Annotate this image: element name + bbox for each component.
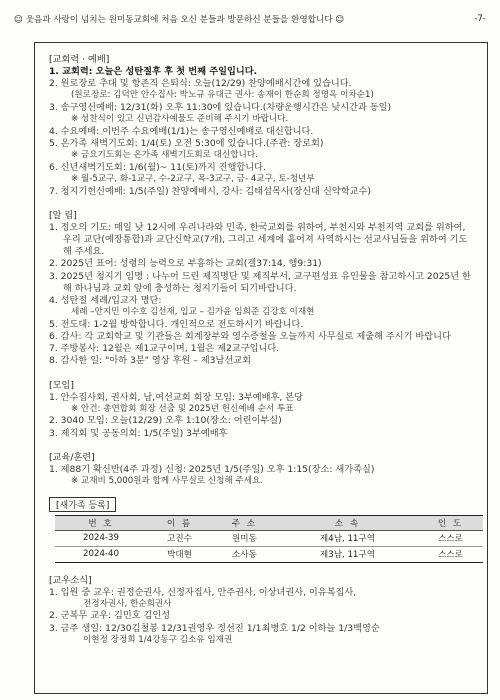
column-header: 번 호 [55, 515, 147, 530]
table-cell: 제4남, 11구역 [277, 530, 418, 546]
table-row [55, 546, 483, 562]
calendar-heading: [교회력 · 예배] [49, 54, 110, 65]
table-cell: 원미동 [212, 530, 277, 546]
members-item: 1. 입원 중 교우: 권정순권사, 신정자집사, 안주권사, 이상녀권사, 이유복집사, [49, 586, 357, 598]
calendar-item: 5. 온가족 새벽기도회: 1/4(토) 오전 5:30에 있습니다.(주관: 장로회) [49, 138, 324, 149]
newcomers-label: [새가족 등록] [49, 497, 116, 512]
calendar-item: 4. 수요예배: 이번주 수요예배(1/1)는 송구영신예배로 대신합니다. [49, 125, 314, 137]
header-banner: ☺ 웃음과 사랑이 넘치는 원미동교회에 처음 오신 분들과 방문하신 분들을 환영합니다 ☺ [14, 15, 345, 25]
table-cell: 스스로 [418, 530, 483, 546]
meeting-item: 1. 안수집사회, 권사회, 남,여선교회 회장 모임: 3부예배후, 본당 [49, 391, 303, 403]
calendar-item: 1. 교회력: 오늘은 성탄절후 후 첫 번째 주일입니다. [49, 66, 258, 77]
page-header [14, 10, 486, 28]
table-cell: 소사동 [212, 546, 277, 562]
calendar-note: ※ 성찬식이 있고 신년감사예물도 준비해 주시기 바랍니다. [71, 114, 289, 125]
notice-item: 3. 2025년 청지기 임명 : 나누어 드린 제직명단 및 제직부서, 교구편성표 유인물을 참고하시고 2025년 한 해 하나님과 교회 앞에 충성하는 청지기들이 되기바랍니다. [49, 270, 471, 294]
members-heading: [교우소식] [49, 574, 92, 586]
notice-item: 4. 성탄절 세례/입교자 명단: [49, 295, 162, 307]
meeting-item: 2. 3040 모임: 오늘(12/29) 오후 1:10(장소: 어린이부실) [49, 415, 282, 427]
notice-item: 6. 감사: 각 교회학교 및 기관들은 회계장부와 영수증철을 오늘까지 사무실로 제출해 주시기 바랍니다 [49, 331, 451, 343]
column-header: 주 소 [212, 515, 277, 530]
members-continued: 이현정 장정희 1/4강동구 김소유 임재권 [83, 634, 233, 645]
column-header: 소 속 [277, 515, 418, 530]
members-item: 2. 군복무 교우: 김민호 김인성 [49, 610, 171, 622]
notice-item: 1. 정오의 기도: 매일 낮 12시에 우리나라와 민족, 한국교회를 위하여, 부천시와 부천지역 교회를 위하여, 우리 교단(예장통합)과 교단신학교(7개), 그리고 세계에 흩어져 사역하시는 선교사님들을 위하여 기도해 주세요. [49, 221, 468, 258]
table-cell: 박대현 [147, 546, 212, 562]
calendar-item: 2. 원로장로 추대 및 항존직 은퇴식: 오늘(12/29) 찬양예배시간에 있습니다. [49, 78, 352, 90]
meeting-item: 3. 제직회 및 공동의회: 1/5(주일) 3부예배후 [49, 427, 228, 439]
notice-item: 2. 2025년 표어: 성령의 능력으로 부흥하는 교회(겔37:14, 행9:31) [49, 258, 322, 270]
notice-subline: 세례 –안지민 이수호 김선재, 입교 – 김가윤 임희준 김강호 이재현 [71, 307, 315, 318]
members-continued: 전정자권사, 한순희권사 [83, 598, 172, 609]
education-note: ※ 교재비 5,000원과 함께 사무실로 신청해 주세요. [71, 476, 264, 487]
table-cell: 제3남, 11구역 [277, 546, 418, 562]
page-number: -7- [474, 14, 486, 24]
column-header: 이 름 [147, 515, 212, 530]
meeting-note: ※ 안건: 총연합회 회장 선출 및 2025년 헌신예배 순서 투표 [71, 403, 294, 414]
calendar-note: ※ 월-5교구, 화-1교구, 수-2교구, 목-3교구, 금- 4교구, 토-청년부 [71, 174, 315, 184]
notice-item: 7. 주방봉사: 12월은 제1교구이며, 1월은 제2교구입니다. [49, 343, 280, 355]
notices-heading: [알 림] [49, 209, 77, 221]
table-row [55, 530, 483, 546]
calendar-item: 3. 송구영신예배: 12/31(화) 오후 11:30에 있습니다.(차량운행시간은 낮시간과 동일) [49, 102, 392, 113]
bulletin-frame [34, 42, 488, 694]
table-header-row [55, 515, 483, 530]
education-item: 1. 제88기 확신반(4주 과정) 신청: 2025년 1/5(주일) 오후 1:15(장소: 새가족실) [49, 463, 375, 475]
calendar-note: ※ 금요기도회는 온가족 새벽기도회로 대신합니다. [71, 150, 258, 161]
notice-item: 8. 감사한 일: "아하 3분" 영상 후원 – 제3남선교회 [49, 355, 251, 367]
table-cell: 2024-39 [55, 530, 147, 546]
notice-item: 5. 전도대: 1-2월 방학합니다. 개인적으로 전도하시기 바랍니다. [49, 318, 304, 330]
column-header: 인 도 [418, 515, 483, 530]
calendar-item: 7. 청지기헌신예배: 1/5(주일) 찬양예배시, 강사: 김태섭목사(장신대 신약학교수) [49, 185, 371, 197]
calendar-item: 6. 신년새벽기도회: 1/6(월)~ 11(토)까지 진행합니다. [49, 161, 266, 173]
newcomers-table [55, 515, 483, 563]
table-cell: 2024-40 [55, 546, 147, 562]
table-cell: 스스로 [418, 546, 483, 562]
meetings-heading: [모임] [49, 379, 74, 391]
table-cell: 고진수 [147, 530, 212, 546]
members-item: 3. 금주 생일: 12/30김철봉 12/31권영우 정선진 1/1최병호 1/2 이하늘 1/3백영순 [49, 622, 380, 634]
calendar-note: (원로장로: 김덕만 안수집사: 박노규 유대근 권사: 송재이 한순희 정명옥 이차순1) [71, 90, 374, 101]
education-heading: [교육/훈련] [49, 451, 95, 463]
